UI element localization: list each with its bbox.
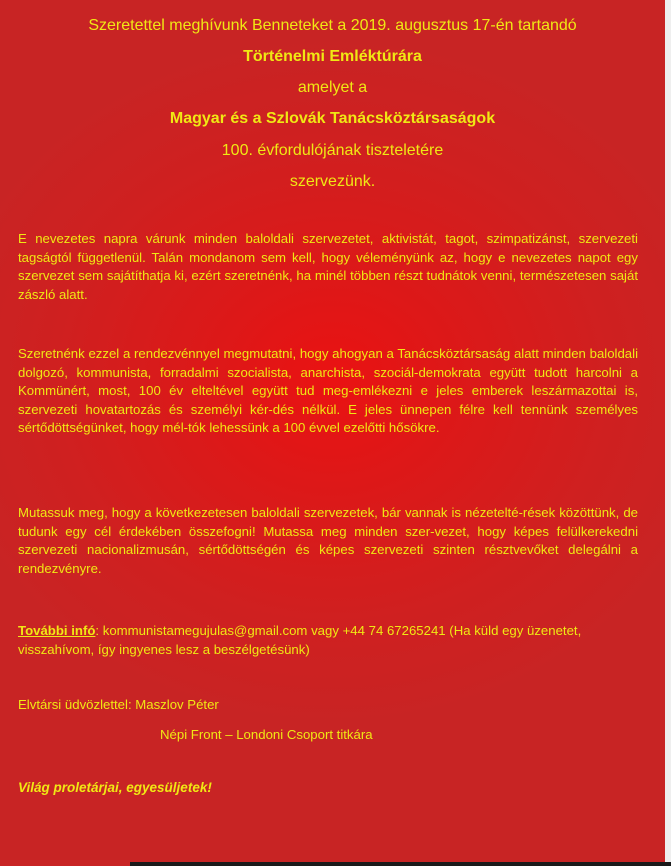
page-edge [665,0,671,866]
anniversary-line: 100. évfordulójának tiszteletére [221,142,444,159]
paragraph-invitation: E nevezetes napra várunk minden baloldali szervezetet, aktivistát, tagot, szimpatizánst, szervezeti tagságtól függetlenül. Talán mondanom sem kell, hogy véleményünk az, hogy e nevezetes napot egy szervezet sem sajátíthatja ki, ezért szeretnénk, ha minél többen részt tudnátok venni, természetesen saját zászló alatt. [18,231,638,302]
signature-greeting: Elvtársi üdvözlettel: Maszlov Péter [18,697,219,712]
info-contact: : kommunistamegujulas@gmail.com vagy +44 74 67265241 (Ha küld egy üzenetet, visszahívom, így ingyenes lesz a beszélgetésünk) [18,623,582,657]
info-label: További infó [18,623,96,638]
bottom-bar [130,862,671,866]
slogan: Világ proletárjai, egyesüljetek! [18,780,212,795]
paragraph-unity: Mutassuk meg, hogy a következetesen baloldali szervezetek, bár vannak is nézetelté-rések közöttünk, de tudunk egy cél érdekében összefogni! Mutassa meg minden szer-vezet, hogy képes felülkerekedni szervezeti nacionalizmusán, sértődöttségén és képes szervezeti szinten résztvevőket delegálni a rendezvényre. [18,505,638,576]
signature-title: Népi Front – Londoni Csoport titkára [160,727,373,742]
intro-line: Szeretettel meghívunk Benneteket a 2019. augusztus 17-én tartandó [88,17,577,34]
connector-line: amelyet a [297,79,368,96]
event-title: Történelmi Emléktúrára [243,48,422,65]
paragraph-purpose: Szeretnénk ezzel a rendezvénnyel megmutatni, hogy ahogyan a Tanácsköztársaság alatt minden baloldali dolgozó, kommunista, forradalmi szocialista, anarchista, szociál-demokrata együtt tudott harcolni a Kommünért, most, 100 év elteltével együtt tud meg-emlékezni e jeles emberek leszármazottai is, szervezeti hovatartozás és személyi kér-dés nélkül. E jeles ünnepen félre kell tennünk személyes sértődöttségünket, hogy mél-tók lehessünk a 100 évvel ezelőtti hősökre. [18,346,638,435]
republics-title: Magyar és a Szlovák Tanácsköztársaságok [169,110,496,127]
info-paragraph [18,622,638,659]
organize-line: szervezünk. [289,173,376,190]
